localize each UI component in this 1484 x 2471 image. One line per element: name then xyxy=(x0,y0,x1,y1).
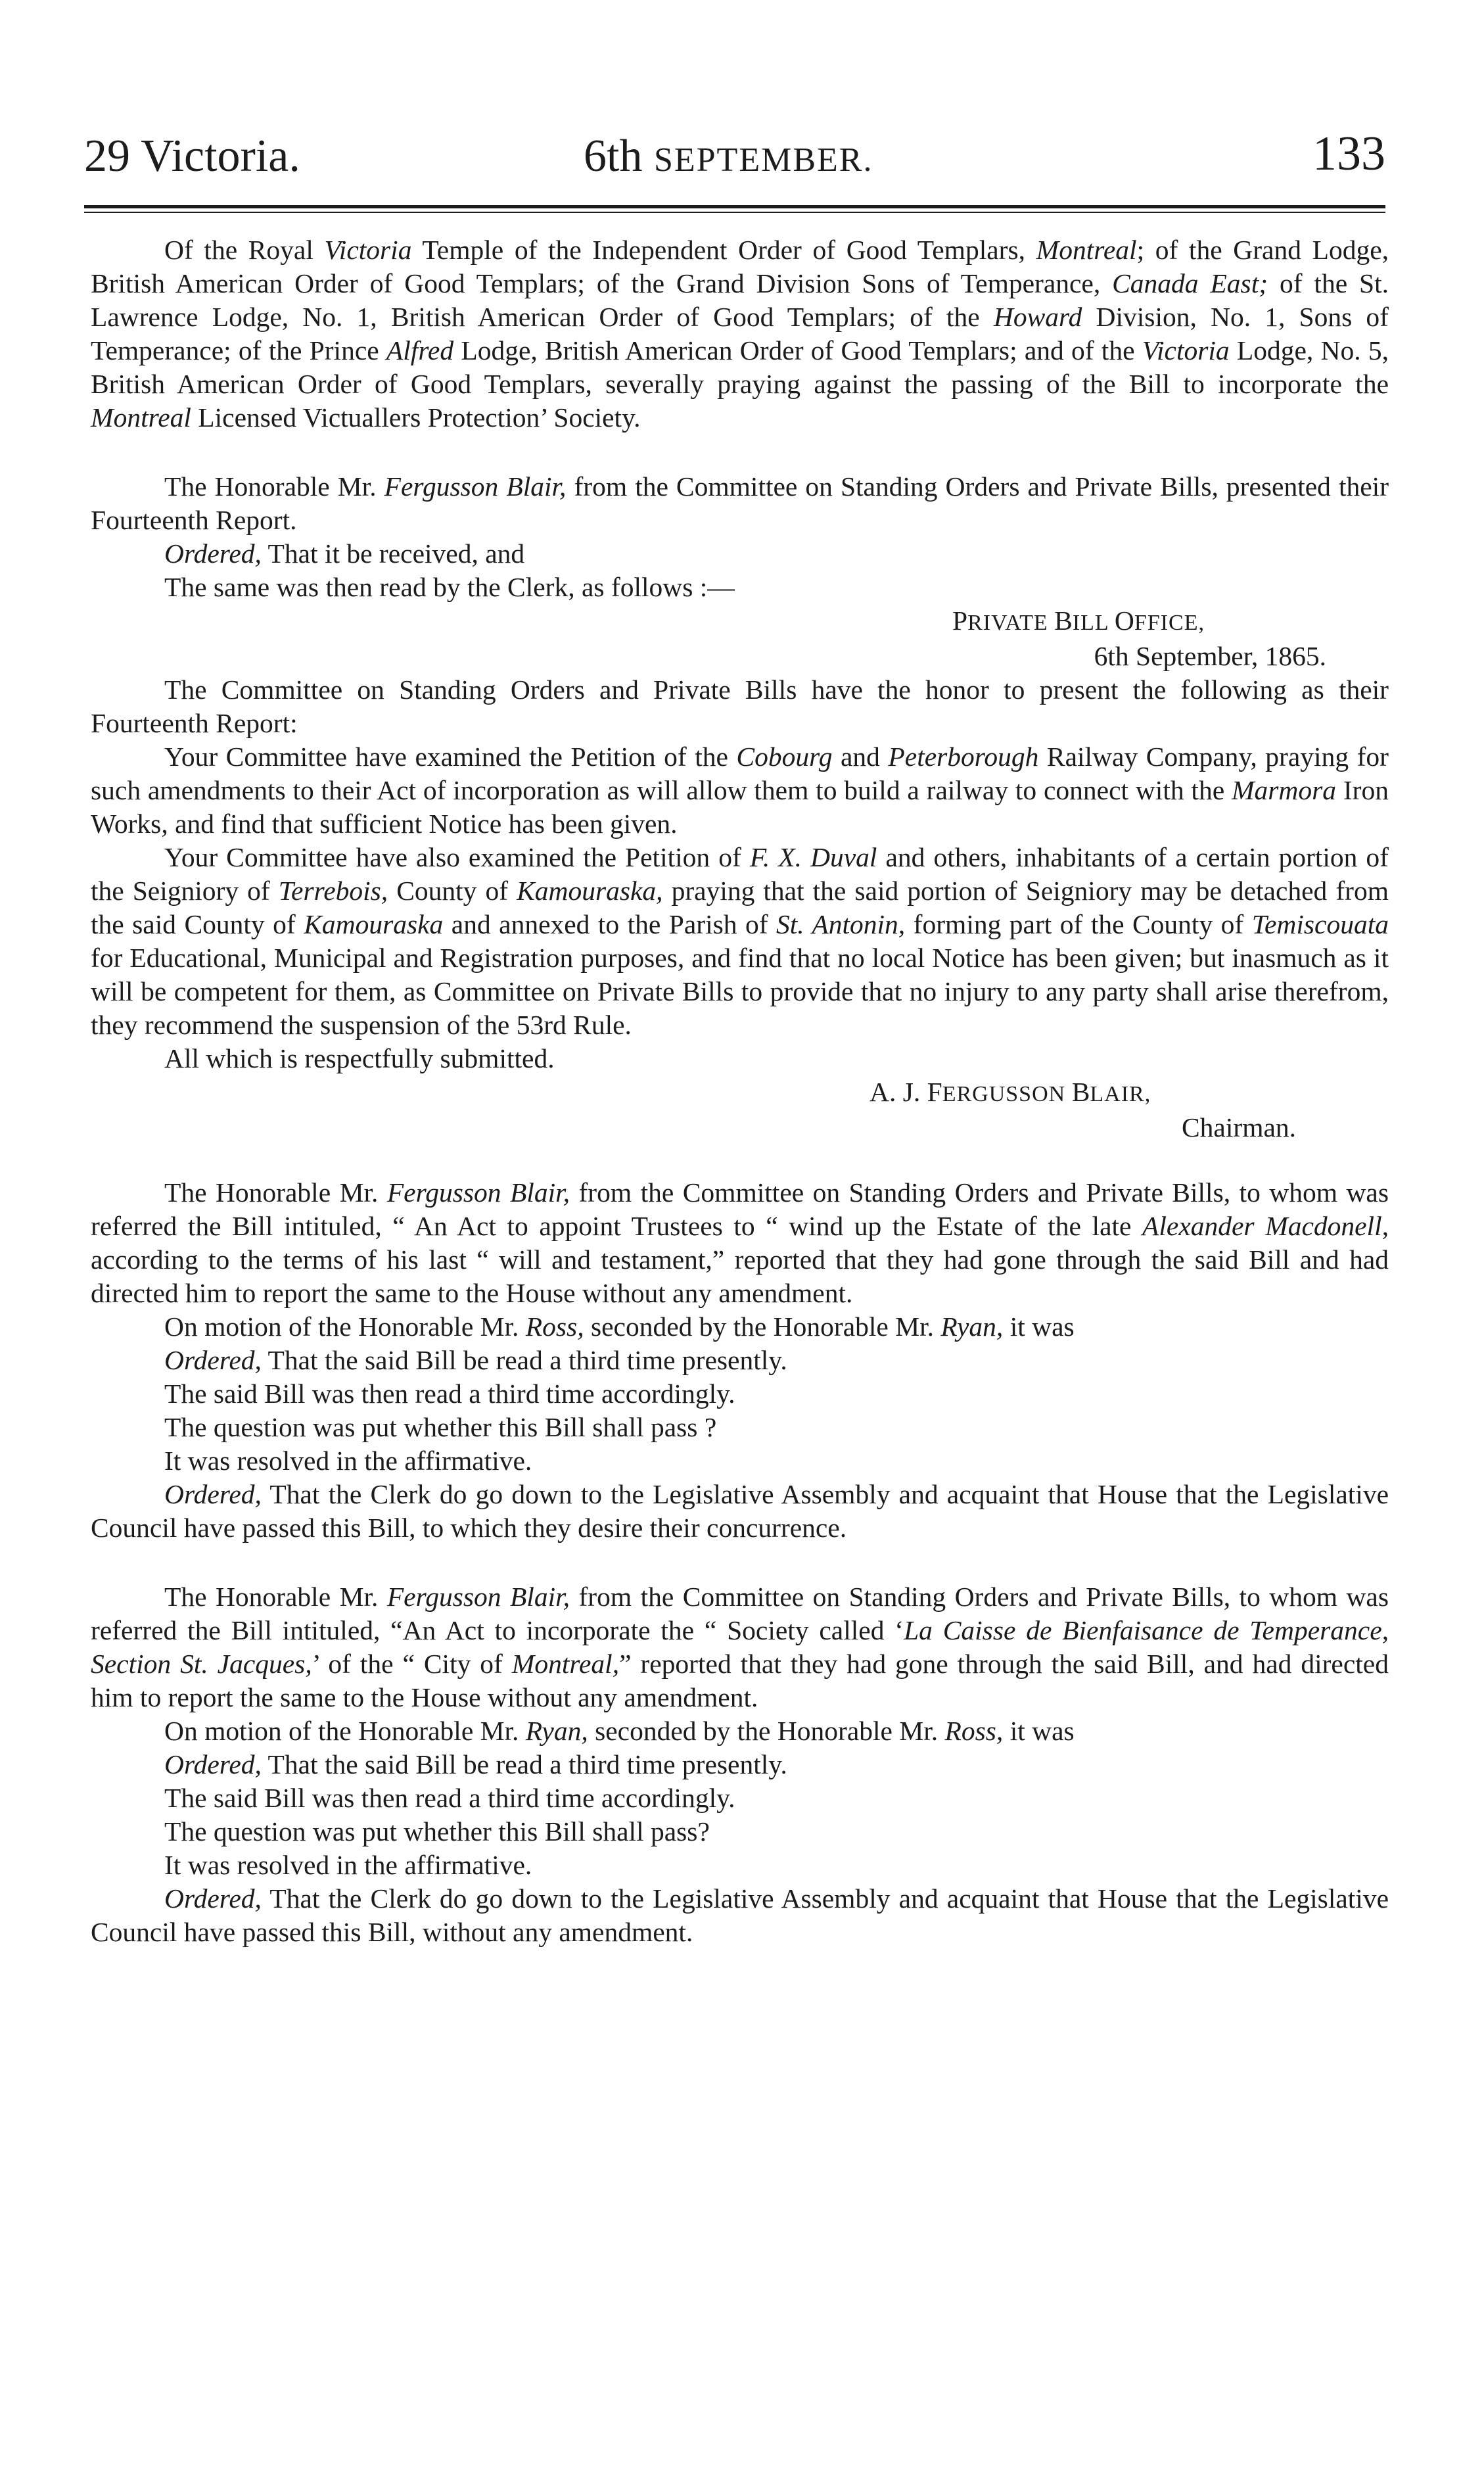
read-by-clerk-line: The same was then read by the Clerk, as follows :— xyxy=(164,572,735,602)
cobourg-petition-paragraph xyxy=(91,740,1389,841)
header-regnal-year: 29 Victoria. xyxy=(84,131,300,181)
italic-text: Kamouraska xyxy=(304,909,444,939)
italic-text: Montreal, xyxy=(511,1649,620,1679)
italic-text: Victoria xyxy=(1142,335,1230,365)
spacer xyxy=(91,1545,1389,1580)
italic-text: Cobourg xyxy=(736,741,833,772)
text-run: That the said Bill be read a third time presently. xyxy=(261,1749,787,1779)
italic-text: Victoria xyxy=(324,235,412,265)
motion-line xyxy=(91,1310,1389,1344)
resolved-line: It was resolved in the affirmative. xyxy=(164,1850,532,1880)
question-line: The question was put whether this Bill shall pass? xyxy=(164,1816,710,1847)
spacer xyxy=(91,435,1389,470)
italic-text: Ryan, xyxy=(940,1311,1004,1342)
italic-text: Howard xyxy=(993,302,1082,332)
ordered-third-reading-line xyxy=(91,1344,1389,1377)
text-run: forming part of the County of xyxy=(905,909,1252,939)
page-number: 133 xyxy=(1312,127,1385,181)
text-run: FFICE, xyxy=(1134,611,1205,635)
text-run: B xyxy=(1054,605,1073,636)
text-run: according to the terms of his last “ will and testament,” reported that they had gone through the said Bill and had directed him to report the same to the House without any amendment. xyxy=(91,1244,1389,1308)
text-run: Lodge, British American Order of Good Templars; and of the xyxy=(453,335,1142,365)
text-run: B xyxy=(1071,1077,1090,1107)
italic-text: Peterborough xyxy=(888,741,1039,772)
office-heading xyxy=(91,604,1389,640)
italic-text: Montreal xyxy=(1036,235,1137,265)
italic-text: Ordered, xyxy=(164,1883,262,1914)
submitted-line: All which is respectfully submitted. xyxy=(164,1043,555,1073)
text-run: Division, No. 1, Sons of Temperance; of the Prince xyxy=(91,302,1389,365)
question-line: The question was put whether this Bill shall pass ? xyxy=(164,1412,717,1442)
text-run: Your Committee have also examined the Petition of xyxy=(164,842,750,872)
text-run: it was xyxy=(1003,1716,1075,1746)
italic-text: Marmora xyxy=(1231,775,1337,805)
text-run: ’ of the “ City of xyxy=(312,1649,512,1679)
third-reading-line: The said Bill was then read a third time accordingly. xyxy=(164,1378,735,1409)
text-run: The Honorable Mr. xyxy=(164,471,384,502)
caisse-bill-paragraph xyxy=(91,1580,1389,1714)
text-run: P xyxy=(952,605,968,636)
text-run: The Honorable Mr. xyxy=(164,1177,387,1208)
text-run: of the St. Lawrence Lodge, No. 1, British American Order of Good Templars; of the xyxy=(91,268,1389,332)
italic-text: Temiscouata xyxy=(1251,909,1389,939)
text-run: and annexed to the Parish of xyxy=(443,909,777,939)
report-intro-paragraph: The Committee on Standing Orders and Private Bills have the honor to present the following as their Fourteenth Report: xyxy=(91,674,1389,738)
italic-text: La Caisse de Bienfaisance de Temperance, Section St. Jacques, xyxy=(91,1615,1389,1679)
text-run: seconded by the Honorable Mr. xyxy=(588,1716,945,1746)
journal-text xyxy=(91,233,1389,1949)
text-run: from the Committee on Standing Orders and Private Bills, to whom was referred the Bill intituled, “An Act to incorporate the “ Society called ‘ xyxy=(91,1582,1389,1645)
italic-text: Fergusson Blair, xyxy=(386,1177,570,1208)
text-run: for Educational, Municipal and Registration purposes, and find that no local Notice has been given; but inasmuch as it will be competent for them, as Committee on Private Bills to provide that no injury to any party shall arise therefrom, they recommend the suspension of the 53rd Rule. xyxy=(91,943,1389,1040)
petitions-paragraph xyxy=(91,233,1389,435)
macdonell-bill-paragraph xyxy=(91,1176,1389,1310)
text-run: Your Committee have examined the Petition of the xyxy=(164,741,737,772)
text-run: That the Clerk do go down to the Legislative Assembly and acquaint that House that the Legislative Council have passed this Bill, to which they desire their concurrence. xyxy=(91,1479,1389,1543)
italic-text: Montreal xyxy=(91,402,191,433)
report-presented-paragraph xyxy=(91,470,1389,537)
text-run: ERGUSSON xyxy=(942,1082,1072,1106)
italic-text: Ordered, xyxy=(164,1479,262,1509)
text-run: and xyxy=(832,741,889,772)
header-rule-thin xyxy=(84,212,1385,213)
text-run: A. J. F xyxy=(870,1077,942,1107)
office-date: 6th September, 1865. xyxy=(1094,641,1326,671)
text-run: O xyxy=(1114,605,1134,636)
third-reading-line: The said Bill was then read a third time accordingly. xyxy=(164,1783,735,1813)
italic-text: Ordered, xyxy=(164,538,262,569)
text-run: That it be received, and xyxy=(261,538,525,569)
italic-text: Terrebois, xyxy=(278,876,388,906)
text-run: ” reported that they had gone through the said Bill, and had directed him to report the same to the House without any amendment. xyxy=(91,1649,1389,1712)
text-run: seconded by the Honorable Mr. xyxy=(584,1311,941,1342)
italic-text: Alexander Macdonell, xyxy=(1142,1211,1389,1241)
signature-title: Chairman. xyxy=(1182,1112,1297,1142)
italic-text: St. Antonin, xyxy=(776,909,906,939)
text-run: from the Committee on Standing Orders and Private Bills, presented their Fourteenth Report. xyxy=(91,471,1389,535)
italic-text: Ordered, xyxy=(164,1749,262,1779)
italic-text: Ross, xyxy=(944,1716,1004,1746)
ordered-received-line xyxy=(91,537,1389,571)
duval-petition-paragraph xyxy=(91,841,1389,1042)
italic-text: Fergusson Blair, xyxy=(386,1582,570,1612)
text-run: from the Committee on Standing Orders and Private Bills, to whom was referred the Bill intituled, “ An Act to appoint Trustees to “ wind up the Estate of the late xyxy=(91,1177,1389,1241)
italic-text: Ross, xyxy=(525,1311,584,1342)
text-run: ; of the Grand Lodge, British American Order of Good Templars; of the Grand Division Sons of Temperance, xyxy=(91,235,1389,298)
italic-text: Ryan, xyxy=(525,1716,588,1746)
italic-text: Fergusson Blair, xyxy=(384,471,567,502)
spacer xyxy=(91,1144,1389,1176)
italic-text: Ordered, xyxy=(164,1345,262,1375)
ordered-assembly-paragraph xyxy=(91,1882,1389,1949)
text-run: praying that the said portion of Seigniory may be detached from the said County of xyxy=(91,876,1389,939)
italic-text: Alfred xyxy=(386,335,454,365)
text-run: On motion of the Honorable Mr. xyxy=(164,1716,526,1746)
text-run: Of the Royal xyxy=(164,235,325,265)
resolved-line: It was resolved in the affirmative. xyxy=(164,1446,532,1476)
text-run: On motion of the Honorable Mr. xyxy=(164,1311,526,1342)
text-run: The Honorable Mr. xyxy=(164,1582,387,1612)
text-run: Temple of the Independent Order of Good Templars, xyxy=(411,235,1036,265)
text-run: County of xyxy=(388,876,517,906)
text-run: Railway Company, praying for such amendments to their Act of incorporation as will allow them to build a railway to connect with the xyxy=(91,741,1389,805)
running-header xyxy=(84,117,1385,196)
italic-text: Kamouraska, xyxy=(517,876,663,906)
text-run: That the Clerk do go down to the Legislative Assembly and acquaint that House that the Legislative Council have passed this Bill, without any amendment. xyxy=(91,1883,1389,1947)
text-run: RIVATE xyxy=(967,611,1055,635)
header-date: 6th SEPTEMBER. xyxy=(584,131,873,181)
text-run: ILL xyxy=(1072,611,1115,635)
ordered-third-reading-line xyxy=(91,1748,1389,1781)
text-run: it was xyxy=(1003,1311,1075,1342)
text-run: Lodge, No. 5, British American Order of Good Templars, severally praying against the passing of the Bill to incorporate the xyxy=(91,335,1389,399)
text-run: Licensed Victuallers Protection’ Society. xyxy=(191,402,641,433)
text-run: and others, inhabitants of a certain portion of the Seigniory of xyxy=(91,842,1389,906)
signature-name xyxy=(91,1075,1389,1111)
italic-text: Canada East; xyxy=(1112,268,1268,298)
text-run: LAIR, xyxy=(1090,1082,1151,1106)
text-run: That the said Bill be read a third time presently. xyxy=(261,1345,787,1375)
motion-line xyxy=(91,1714,1389,1748)
header-rule-thick xyxy=(84,205,1385,208)
italic-text: F. X. Duval xyxy=(749,842,877,872)
ordered-assembly-paragraph xyxy=(91,1478,1389,1545)
text-run: Iron Works, and find that sufficient Notice has been given. xyxy=(91,775,1389,839)
